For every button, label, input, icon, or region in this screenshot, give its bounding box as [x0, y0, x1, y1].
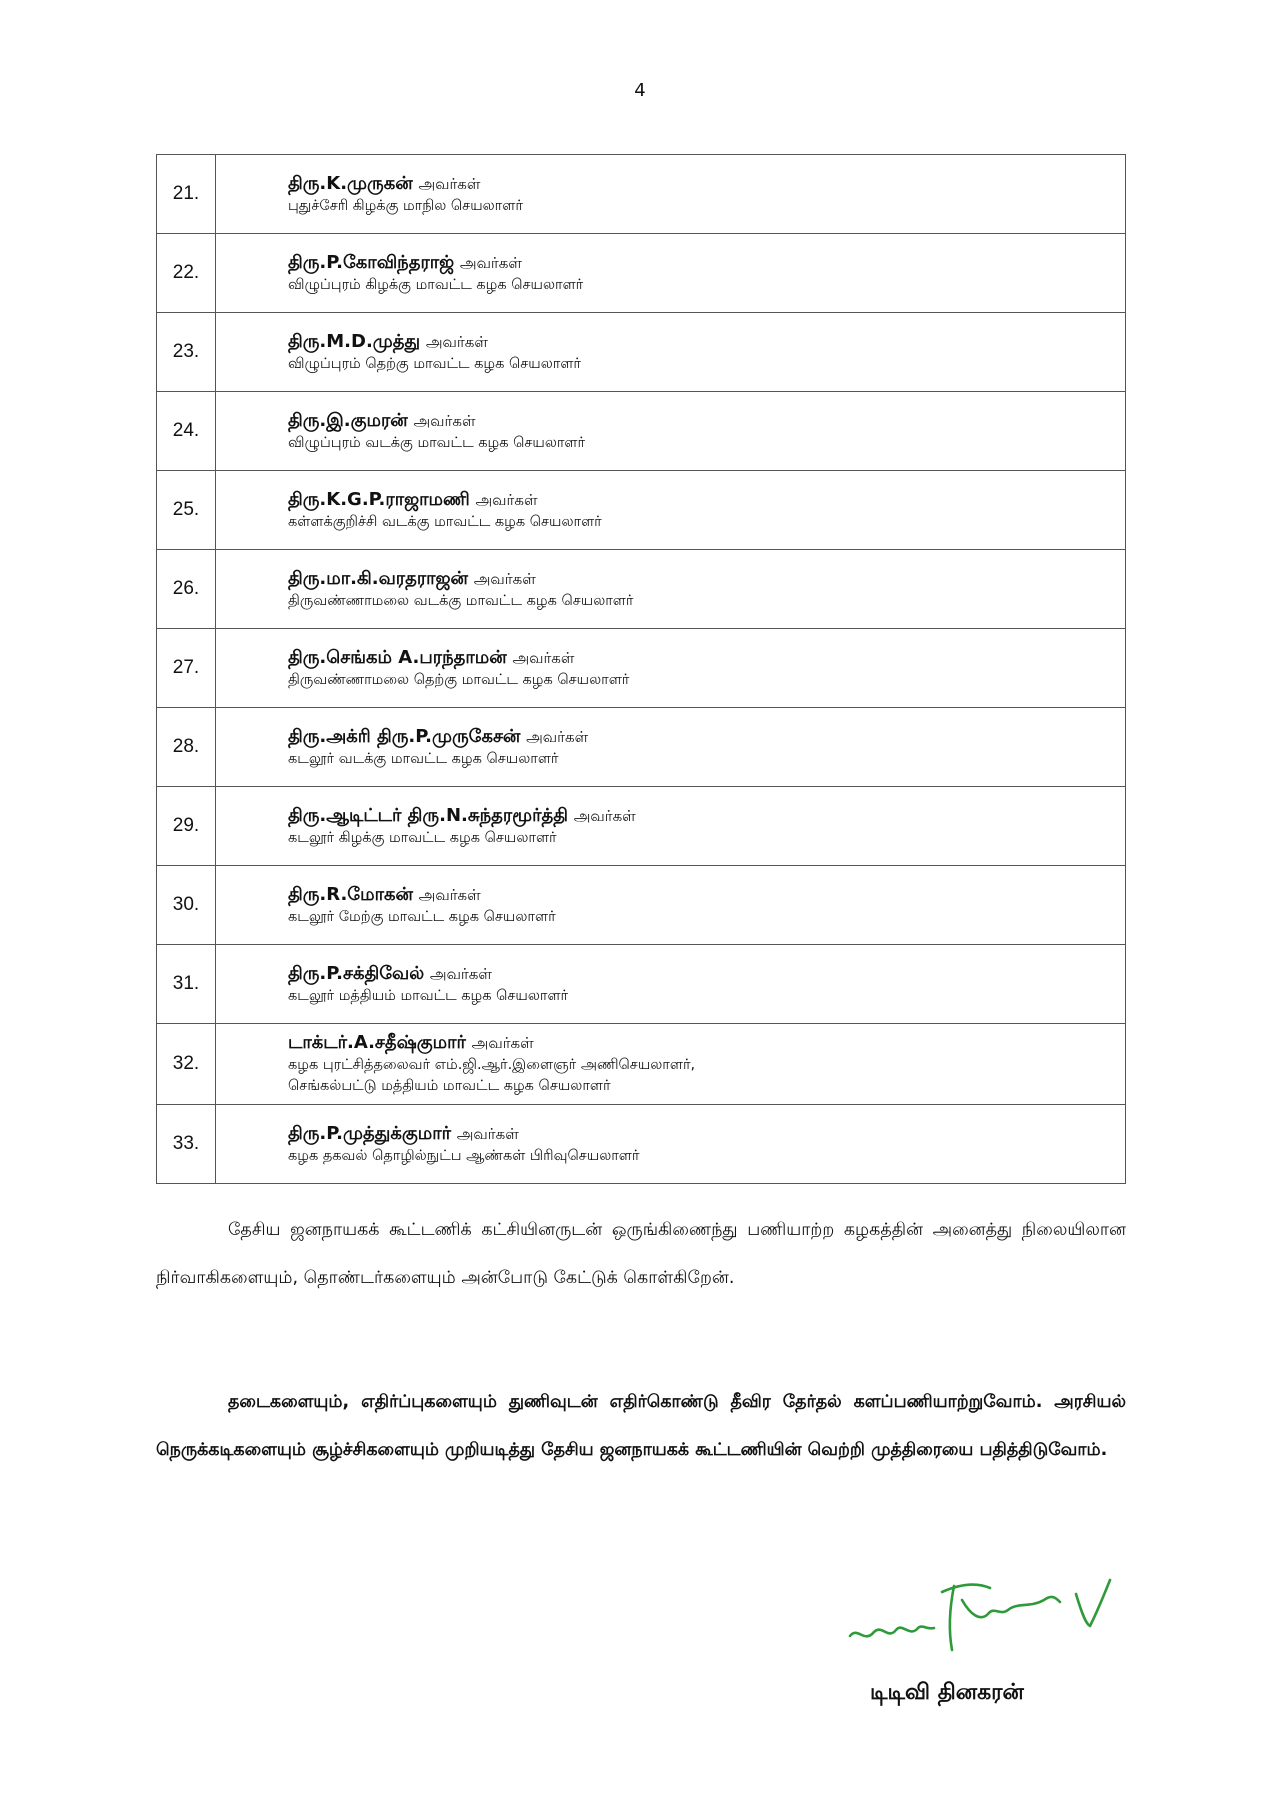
member-entry	[216, 1105, 1126, 1184]
serial-number: 33.	[157, 1105, 216, 1184]
serial-number: 27.	[157, 629, 216, 708]
member-entry	[216, 629, 1126, 708]
member-honorific: அவர்கள்	[418, 174, 481, 193]
member-role: விழுப்புரம் தெற்கு மாவட்ட கழக செயலாளர்	[288, 355, 582, 372]
member-name: திரு.K.G.P.ராஜாமணி	[288, 488, 470, 510]
table-row	[157, 234, 1126, 313]
member-name: திரு.R.மோகன்	[288, 883, 413, 905]
member-honorific: அவர்கள்	[473, 569, 536, 588]
appeal-text: தேசிய ஜனநாயகக் கூட்டணிக் கட்சியினருடன் ஒருங்கிணைந்து பணியாற்ற கழகத்தின் அனைத்து நிலையிலான நிர்வாகிகளையும், தொண்டர்களையும் அன்போடு கேட்டுக் கொள்கிறேன்.	[156, 1220, 1126, 1288]
serial-number: 29.	[157, 787, 216, 866]
member-name-line	[288, 1031, 1125, 1055]
table-row	[157, 550, 1126, 629]
closing-paragraph	[156, 1378, 1126, 1474]
member-entry	[216, 155, 1126, 234]
member-honorific: அவர்கள்	[418, 885, 481, 904]
member-name: திரு.மா.கி.வரதராஜன்	[288, 567, 468, 589]
table-row	[157, 471, 1126, 550]
table-row	[157, 1024, 1126, 1105]
member-name: டாக்டர்.A.சதீஷ்குமார்	[288, 1032, 466, 1053]
table-row	[157, 1105, 1126, 1184]
member-name: திரு.K.முருகன்	[288, 172, 413, 194]
serial-number: 32.	[157, 1024, 216, 1105]
serial-number: 28.	[157, 708, 216, 787]
signature	[830, 1558, 1130, 1668]
serial-number: 21.	[157, 155, 216, 234]
member-name-line	[288, 172, 1125, 196]
member-name: திரு.P.முத்துக்குமார்	[288, 1122, 452, 1144]
member-name: திரு.இ.குமரன்	[288, 409, 408, 431]
member-name-line	[288, 962, 1125, 986]
page-number: 4	[634, 80, 646, 101]
table-row	[157, 945, 1126, 1024]
closing-text: தடைகளையும், எதிர்ப்புகளையும் துணிவுடன் எதிர்கொண்டு தீவிர தேர்தல் களப்பணியாற்றுவோம். அரசியல் நெருக்கடிகளையும் சூழ்ச்சிகளையும் முறியடித்து தேசிய ஜனநாயகக் கூட்டணியின் வெற்றி முத்திரையை பதித்திடுவோம்.	[156, 1392, 1126, 1460]
member-role: கடலூர் மத்தியம் மாவட்ட கழக செயலாளர்	[288, 987, 569, 1004]
table-row	[157, 392, 1126, 471]
serial-number: 23.	[157, 313, 216, 392]
member-name-line	[288, 330, 1125, 354]
member-name-line	[288, 1122, 1125, 1146]
member-honorific: அவர்கள்	[459, 253, 522, 272]
member-role: கடலூர் வடக்கு மாவட்ட கழக செயலாளர்	[288, 750, 559, 767]
serial-number: 26.	[157, 550, 216, 629]
member-entry	[216, 234, 1126, 313]
member-entry	[216, 1024, 1126, 1105]
member-honorific: அவர்கள்	[573, 806, 636, 825]
serial-number: 31.	[157, 945, 216, 1024]
signer-name: டிடிவி தினகரன்	[870, 1680, 1024, 1705]
member-name-line	[288, 646, 1125, 670]
member-role: கடலூர் கிழக்கு மாவட்ட கழக செயலாளர்	[288, 829, 557, 846]
member-entry	[216, 945, 1126, 1024]
member-honorific: அவர்கள்	[456, 1124, 519, 1143]
member-name: திரு.செங்கம் A.பரந்தாமன்	[288, 646, 507, 668]
serial-number: 22.	[157, 234, 216, 313]
members-table	[156, 154, 1126, 1184]
member-name: திரு.அக்ரி திரு.P.முருகேசன்	[288, 725, 521, 747]
member-role: கள்ளக்குறிச்சி வடக்கு மாவட்ட கழக செயலாளர்	[288, 513, 602, 530]
member-honorific: அவர்கள்	[526, 727, 589, 746]
member-entry	[216, 313, 1126, 392]
table-row	[157, 629, 1126, 708]
member-name-line	[288, 488, 1125, 512]
serial-number: 30.	[157, 866, 216, 945]
table-row	[157, 313, 1126, 392]
member-entry	[216, 866, 1126, 945]
member-name-line	[288, 567, 1125, 591]
member-role: திருவண்ணாமலை வடக்கு மாவட்ட கழக செயலாளர்	[288, 592, 634, 609]
member-entry	[216, 708, 1126, 787]
member-name-line	[288, 725, 1125, 749]
member-honorific: அவர்கள்	[425, 332, 488, 351]
member-name: திரு.P.கோவிந்தராஜ்	[288, 251, 455, 273]
member-role: விழுப்புரம் வடக்கு மாவட்ட கழக செயலாளர்	[288, 434, 586, 451]
member-role: செங்கல்பட்டு மத்தியம் மாவட்ட கழக செயலாளர்	[288, 1078, 611, 1094]
table-row	[157, 787, 1126, 866]
member-role: திருவண்ணாமலை தெற்கு மாவட்ட கழக செயலாளர்	[288, 671, 630, 688]
table-row	[157, 866, 1126, 945]
member-role: புதுச்சேரி கிழக்கு மாநில செயலாளர்	[288, 197, 523, 214]
member-honorific: அவர்கள்	[475, 490, 538, 509]
member-honorific: அவர்கள்	[471, 1034, 534, 1052]
serial-number: 25.	[157, 471, 216, 550]
member-entry	[216, 550, 1126, 629]
member-honorific: அவர்கள்	[413, 411, 476, 430]
member-name: திரு.M.D.முத்து	[288, 330, 421, 352]
member-name-line	[288, 883, 1125, 907]
member-name: திரு.P.சக்திவேல்	[288, 962, 425, 984]
member-role: கடலூர் மேற்கு மாவட்ட கழக செயலாளர்	[288, 908, 556, 925]
member-name: திரு.ஆடிட்டர் திரு.N.சுந்தரமூர்த்தி	[288, 804, 568, 826]
table-row	[157, 708, 1126, 787]
member-honorific: அவர்கள்	[512, 648, 575, 667]
member-role: விழுப்புரம் கிழக்கு மாவட்ட கழக செயலாளர்	[288, 276, 584, 293]
member-entry	[216, 787, 1126, 866]
member-entry	[216, 471, 1126, 550]
table-row	[157, 155, 1126, 234]
member-name-line	[288, 804, 1125, 828]
member-role: கழக தகவல் தொழில்நுட்ப ஆண்கள் பிரிவுசெயலாளர்	[288, 1147, 640, 1164]
appeal-paragraph	[156, 1206, 1126, 1302]
member-honorific: அவர்கள்	[429, 964, 492, 983]
member-role: கழக புரட்சித்தலைவர் எம்.ஜி.ஆர்.இளைஞர் அணிசெயலாளர்,	[288, 1057, 696, 1073]
member-name-line	[288, 251, 1125, 275]
serial-number: 24.	[157, 392, 216, 471]
member-entry	[216, 392, 1126, 471]
member-name-line	[288, 409, 1125, 433]
